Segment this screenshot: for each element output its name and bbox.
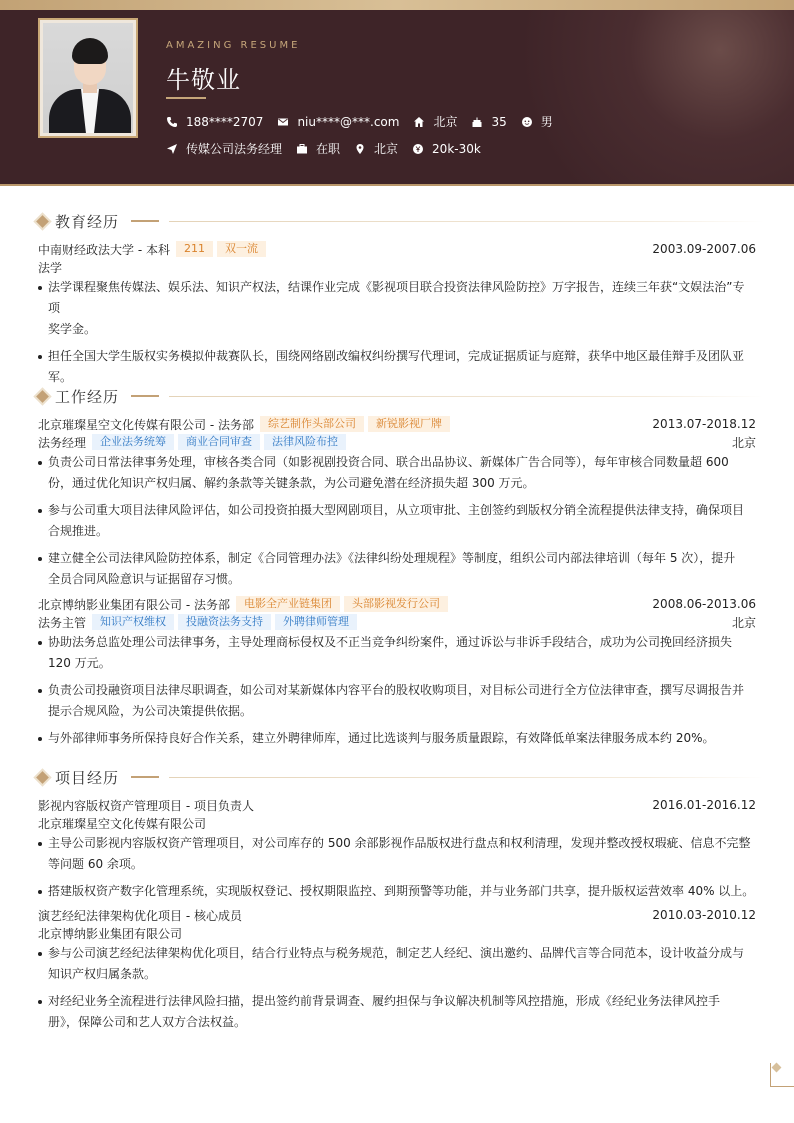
job-city: 北京 [731,435,756,450]
resume-header [0,10,794,186]
job-role: 法务主管 [38,615,87,630]
status-text: 在职 [316,142,341,156]
work-bullet: 负责公司投融资项目法律尽职调查，如公司对某新媒体内容平台的股权收购项目，对目标公司进行全方位法律审查，撰写尽调报告并 提示合规风险，为公司决策提供依据。 [38,680,756,722]
company-tag: 电影全产业链集团 [236,596,340,612]
target-city-item [354,140,398,157]
education-date: 2003.09-2007.06 [652,242,756,256]
job-role: 法务经理 [38,435,87,450]
role-tag: 外聘律师管理 [275,614,357,630]
target-city-text: 北京 [374,142,399,156]
job-date: 2013.07-2018.12 [652,417,756,431]
profile-photo [38,18,138,138]
project-date: 2010.03-2010.12 [652,908,756,922]
work-bullet: 参与公司重大项目法律风险评估，如公司投资拍摄大型网剧项目，从立项审批、主创签约到版权分销全流程提供法律支持，确保项目 合规推进。 [38,500,756,542]
project-date: 2016.01-2016.12 [652,798,756,812]
project-bullet: 搭建版权资产数字化管理系统，实现版权登记、授权期限监控、到期预警等功能，并与业务部门共享，提升版权运营效率 40% 以上。 [38,881,756,902]
salary-item [412,142,481,156]
company-tag: 头部影视发行公司 [344,596,448,612]
work-bullet: 与外部律师事务所保持良好合作关系，建立外聘律师库，通过比选谈判与服务质量跟踪，有效降低单案法律服务成本约 20%。 [38,728,756,749]
school-tag: 双一流 [217,241,266,257]
project-title: 项目经历 [55,768,120,787]
mail-icon [277,116,289,128]
education-section-header [34,211,764,231]
work-bullet: 建立健全公司法律风险防控体系，制定《合同管理办法》《法律纠纷处理规程》等制度，组织公司内部法律培训（每年 5 次），提升 全员合同风险意识与证据留存习惯。 [38,548,756,590]
cake-icon [471,116,483,128]
age-text: 35 [491,114,507,129]
job-date: 2008.06-2013.06 [652,597,756,611]
home-icon [413,116,425,128]
company-name: 北京璀璨星空文化传媒有限公司 - 法务部 [38,417,254,432]
briefcase-icon [296,143,308,155]
salary-icon [412,143,424,155]
project-bullet: 参与公司演艺经纪法律架构优化项目，结合行业特点与税务规范，制定艺人经纪、演出邀约、品牌代言等合同范本，设计收益分成与 知识产权归属条款。 [38,943,756,985]
work-entry [38,415,756,590]
age-item [471,115,506,129]
section-diamond-icon [36,771,49,784]
gender-icon [521,116,533,128]
company-tag: 新锐影视厂牌 [368,416,450,432]
school-name: 中南财经政法大学 - 本科 [38,242,170,257]
education-entry [38,240,756,388]
work-bullet: 负责公司日常法律事务处理，审核各类合同（如影视剧投资合同、联合出品协议、新媒体广告合同等），每年审核合同数量超 600 份，通过优化知识产权归属、解约条款等关键条款，为公司避免潜在经济损失超 300 万元。 [38,452,756,494]
phone-text: 188****2707 [186,114,264,129]
education-bullet: 担任全国大学生版权实务模拟仲裁赛队长，围绕网络剧改编权纠纷撰写代理词，完成证据质证与庭辩，获华中地区最佳辩手及团队亚 军。 [38,346,756,388]
home-city-text: 北京 [433,115,458,129]
top-gold-strip [0,0,794,10]
education-bullet: 法学课程聚焦传媒法、娱乐法、知识产权法，结课作业完成《影视项目联合投资法律风险防控》万字报告，连续三年获“文娱法治”专项 奖学金。 [38,277,756,340]
company-name: 北京博纳影业集团有限公司 - 法务部 [38,597,230,612]
project-name: 影视内容版权资产管理项目 - 项目负责人 [38,798,254,813]
project-name: 演艺经纪法律架构优化项目 - 核心成员 [38,908,242,923]
project-org: 北京博纳影业集团有限公司 [38,926,183,941]
work-section-header [34,386,764,406]
email-text: niu****@***.com [297,114,400,129]
job-intent-row [166,140,495,157]
project-bullet: 对经纪业务全流程进行法律风险扫描，提出签约前背景调查、履约担保与争议解决机制等风控措施，形成《经纪业务法律风控手 册》，保障公司和艺人双方合法权益。 [38,991,756,1033]
email-item [277,115,399,129]
salary-text: 20k-30k [432,141,481,156]
role-tag: 法律风险布控 [264,434,346,450]
location-pin-icon [354,143,366,155]
job-city: 北京 [731,615,756,630]
role-tag: 商业合同审查 [178,434,260,450]
role-tag: 企业法务统筹 [92,434,174,450]
section-diamond-icon [36,215,49,228]
home-city-item [413,113,457,130]
status-item [296,140,340,157]
work-title: 工作经历 [55,387,120,406]
gender-item [521,113,553,130]
section-diamond-icon [36,390,49,403]
phone-item [166,115,263,129]
send-icon [166,143,178,155]
project-bullet: 主导公司影视内容版权资产管理项目，对公司库存的 500 余部影视作品版权进行盘点和权利清理，发现并整改授权瑕疵、信息不完整 等问题 60 余项。 [38,833,756,875]
contact-row [166,113,567,130]
project-section-header [34,767,764,787]
project-entry [38,796,756,902]
major: 法学 [38,260,63,275]
phone-icon [166,116,178,128]
education-title: 教育经历 [55,212,120,231]
work-bullet: 协助法务总监处理公司法律事务，主导处理商标侵权及不正当竞争纠纷案件，通过诉讼与非诉手段结合，成功为公司挽回经济损失 120 万元。 [38,632,756,674]
candidate-name: 牛敬业 [166,66,241,94]
resume-subtitle: AMAZING RESUME [166,40,301,51]
name-underline [166,97,206,99]
project-entry [38,906,756,1033]
role-tag: 知识产权维权 [92,614,174,630]
school-tag: 211 [176,241,213,257]
gender-text: 男 [540,115,553,129]
target-position-item [166,140,282,157]
work-entry [38,595,756,749]
company-tag: 综艺制作头部公司 [260,416,364,432]
role-tag: 投融资法务支持 [178,614,271,630]
target-position-text: 传媒公司法务经理 [186,142,283,156]
project-org: 北京璀璨星空文化传媒有限公司 [38,816,207,831]
